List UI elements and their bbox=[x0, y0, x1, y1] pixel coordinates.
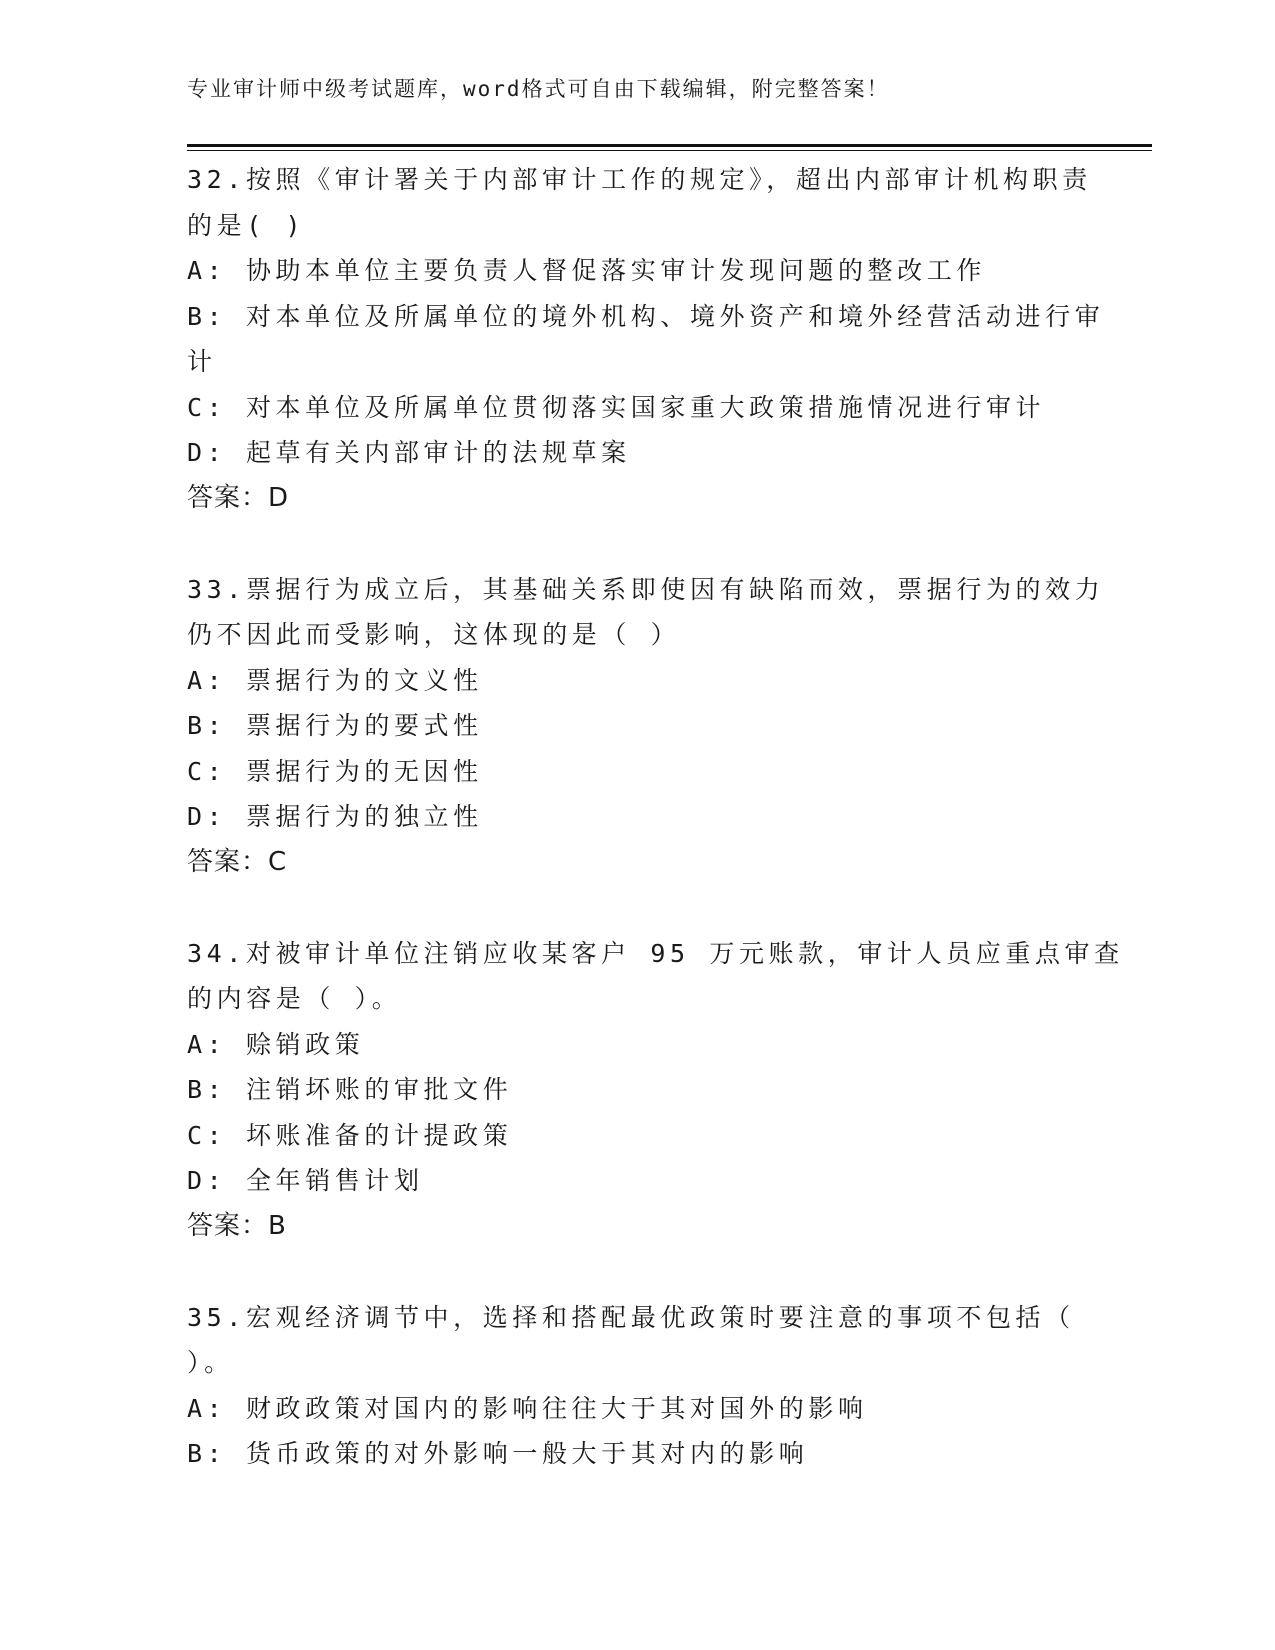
option-d: D: 票据行为的独立性 bbox=[187, 802, 483, 831]
option-a: A: 赊销政策 bbox=[187, 1029, 365, 1059]
option-d: D: 起草有关内部审计的法规草案 bbox=[187, 438, 631, 467]
question-35 bbox=[187, 1295, 1087, 1477]
question-text-line: 32.按照《审计署关于内部审计工作的规定》，超出内部审计机构职责 bbox=[187, 165, 1092, 194]
question-list bbox=[187, 157, 1124, 1522]
answer-line: 答案：B bbox=[187, 1210, 287, 1241]
option-c: C: 对本单位及所属单位贯彻落实国家重大政策措施情况进行审计 bbox=[187, 392, 1046, 422]
question-34 bbox=[187, 931, 1124, 1250]
option-b: B: 货币政策的对外影响一般大于其对内的影响 bbox=[187, 1439, 809, 1468]
question-32 bbox=[187, 157, 1105, 521]
header-rule-thick bbox=[187, 144, 1152, 147]
question-text-line: 35.宏观经济调节中，选择和搭配最优政策时要注意的事项不包括（ bbox=[187, 1302, 1075, 1332]
question-text-line: 34.对被审计单位注销应收某客户 95 万元账款，审计人员应重点审查 bbox=[187, 938, 1124, 968]
option-d: D: 全年销售计划 bbox=[187, 1166, 424, 1195]
header-rule-thin bbox=[187, 150, 1152, 151]
question-text-line: 仍不因此而受影响，这体现的是（ ） bbox=[187, 620, 681, 649]
page-header: 专业审计师中级考试题库，word格式可自由下载编辑，附完整答案！ bbox=[187, 77, 890, 101]
question-text-line: 33.票据行为成立后，其基础关系即使因有缺陷而效，票据行为的效力 bbox=[187, 574, 1105, 604]
question-text-line: 的是( ) bbox=[187, 210, 306, 240]
question-text-line: ）。 bbox=[187, 1348, 234, 1377]
option-a: A: 协助本单位主要负责人督促落实审计发现问题的整改工作 bbox=[187, 256, 986, 285]
option-b: B: 注销坏账的审批文件 bbox=[187, 1075, 513, 1104]
question-33 bbox=[187, 567, 1105, 886]
option-a: A: 票据行为的文义性 bbox=[187, 665, 483, 695]
option-c: C: 坏账准备的计提政策 bbox=[187, 1120, 513, 1150]
option-b-continued: 计 bbox=[187, 347, 217, 376]
option-b: B: 对本单位及所属单位的境外机构、境外资产和境外经营活动进行审 bbox=[187, 301, 1105, 331]
question-text-line: 的内容是（ ）。 bbox=[187, 984, 402, 1013]
option-c: C: 票据行为的无因性 bbox=[187, 756, 483, 786]
answer-line: 答案：C bbox=[187, 846, 288, 877]
answer-line: 答案：D bbox=[187, 482, 290, 513]
option-b: B: 票据行为的要式性 bbox=[187, 711, 483, 740]
option-a: A: 财政政策对国内的影响往往大于其对国外的影响 bbox=[187, 1393, 868, 1423]
